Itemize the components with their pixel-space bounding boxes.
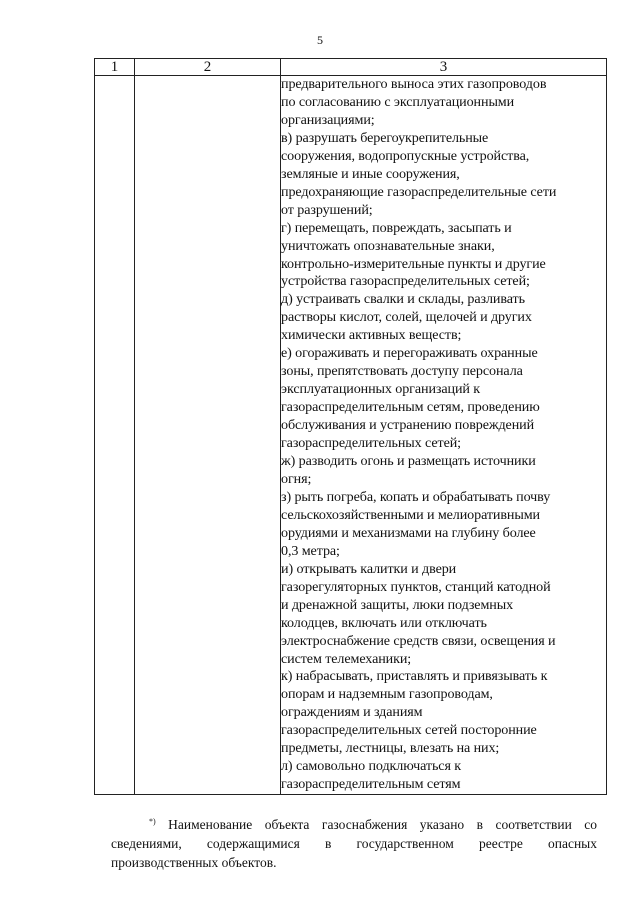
text-line: предохраняющие газораспределительные сети [281,183,557,200]
text-line: предметы, лестницы, влезать на них; [281,740,500,757]
column-3-cell [281,76,607,795]
text-line: и дренажной защиты, люки подземных [281,596,514,613]
text-line: газораспределительных сетей посторонние [281,722,537,739]
text-line: д) устраивать свалки и склады, разливать [281,291,525,308]
text-line: предварительного выноса этих газопроводов [281,76,547,92]
text-line: уничтожать опознавательные знаки, [281,237,495,254]
text-line: г) перемещать, повреждать, засыпать и [281,219,512,236]
text-line: з) рыть погреба, копать и обрабатывать почву [281,488,551,505]
text-line: к) набрасывать, приставлять и привязывать к [281,668,548,685]
text-line: электроснабжение средств связи, освещения и [281,632,556,649]
text-line: 0,3 метра; [281,542,340,559]
text-line: орудиями и механизмами на глубину более [281,524,536,541]
text-line: в) разрушать берегоукрепительные [281,129,489,146]
footnote-line-2: сведениями, содержащимися в государственном реестре опасных [111,836,597,851]
text-line: от разрушений; [281,201,373,218]
text-line: ж) разводить огонь и размещать источники [281,453,536,470]
text-line: растворы кислот, солей, щелочей и других [281,309,532,326]
text-line: колодцев, включать или отключать [281,614,487,631]
text-line: обслуживания и устранению повреждений [281,417,535,434]
table-header-row [95,59,607,76]
text-line: эксплуатационных организаций к [281,381,481,398]
text-line: газорегуляторных пунктов, станций катодной [281,578,551,595]
text-line: опорам и надземным газопроводам, [281,686,493,703]
text-line: устройства газораспределительных сетей; [281,273,530,290]
column-1-cell [95,76,135,795]
text-line: газораспределительным сетям, проведению [281,399,540,416]
footnote-text-1: Наименование объекта газоснабжения указано в соответствии со [168,817,598,832]
column-2-cell [135,76,281,795]
text-line: систем телемеханики; [281,650,412,667]
column-header-2: 2 [135,59,281,76]
text-line: л) самовольно подключаться к [281,758,461,775]
text-line: по согласованию с эксплуатационными [281,93,515,110]
footnote-line-1 [111,815,597,834]
footnote-marker: *) [149,817,156,826]
document-table [94,58,607,795]
footnote [111,815,597,872]
text-line: ограждениям и зданиям [281,704,423,721]
column-header-1: 1 [95,59,135,76]
text-line: зоны, препятствовать доступу персонала [281,363,523,380]
table-row [95,76,607,795]
column-header-3: 3 [281,59,607,76]
text-line: организациями; [281,111,375,128]
footnote-line-3: производственных объектов. [111,855,277,870]
text-line: газораспределительным сетям [281,776,461,793]
text-line: и) открывать калитки и двери [281,560,457,577]
text-line: газораспределительных сетей; [281,435,461,452]
text-line: земляные и иные сооружения, [281,165,460,182]
text-line: контрольно-измерительные пункты и другие [281,255,546,272]
text-line: сооружения, водопропускные устройства, [281,147,530,164]
text-line: е) огораживать и перегораживать охранные [281,345,538,362]
text-line: сельскохозяйственными и мелиоративными [281,506,540,523]
text-line: химически активных веществ; [281,327,462,344]
text-line: огня; [281,470,312,487]
page-number: 5 [317,33,323,47]
